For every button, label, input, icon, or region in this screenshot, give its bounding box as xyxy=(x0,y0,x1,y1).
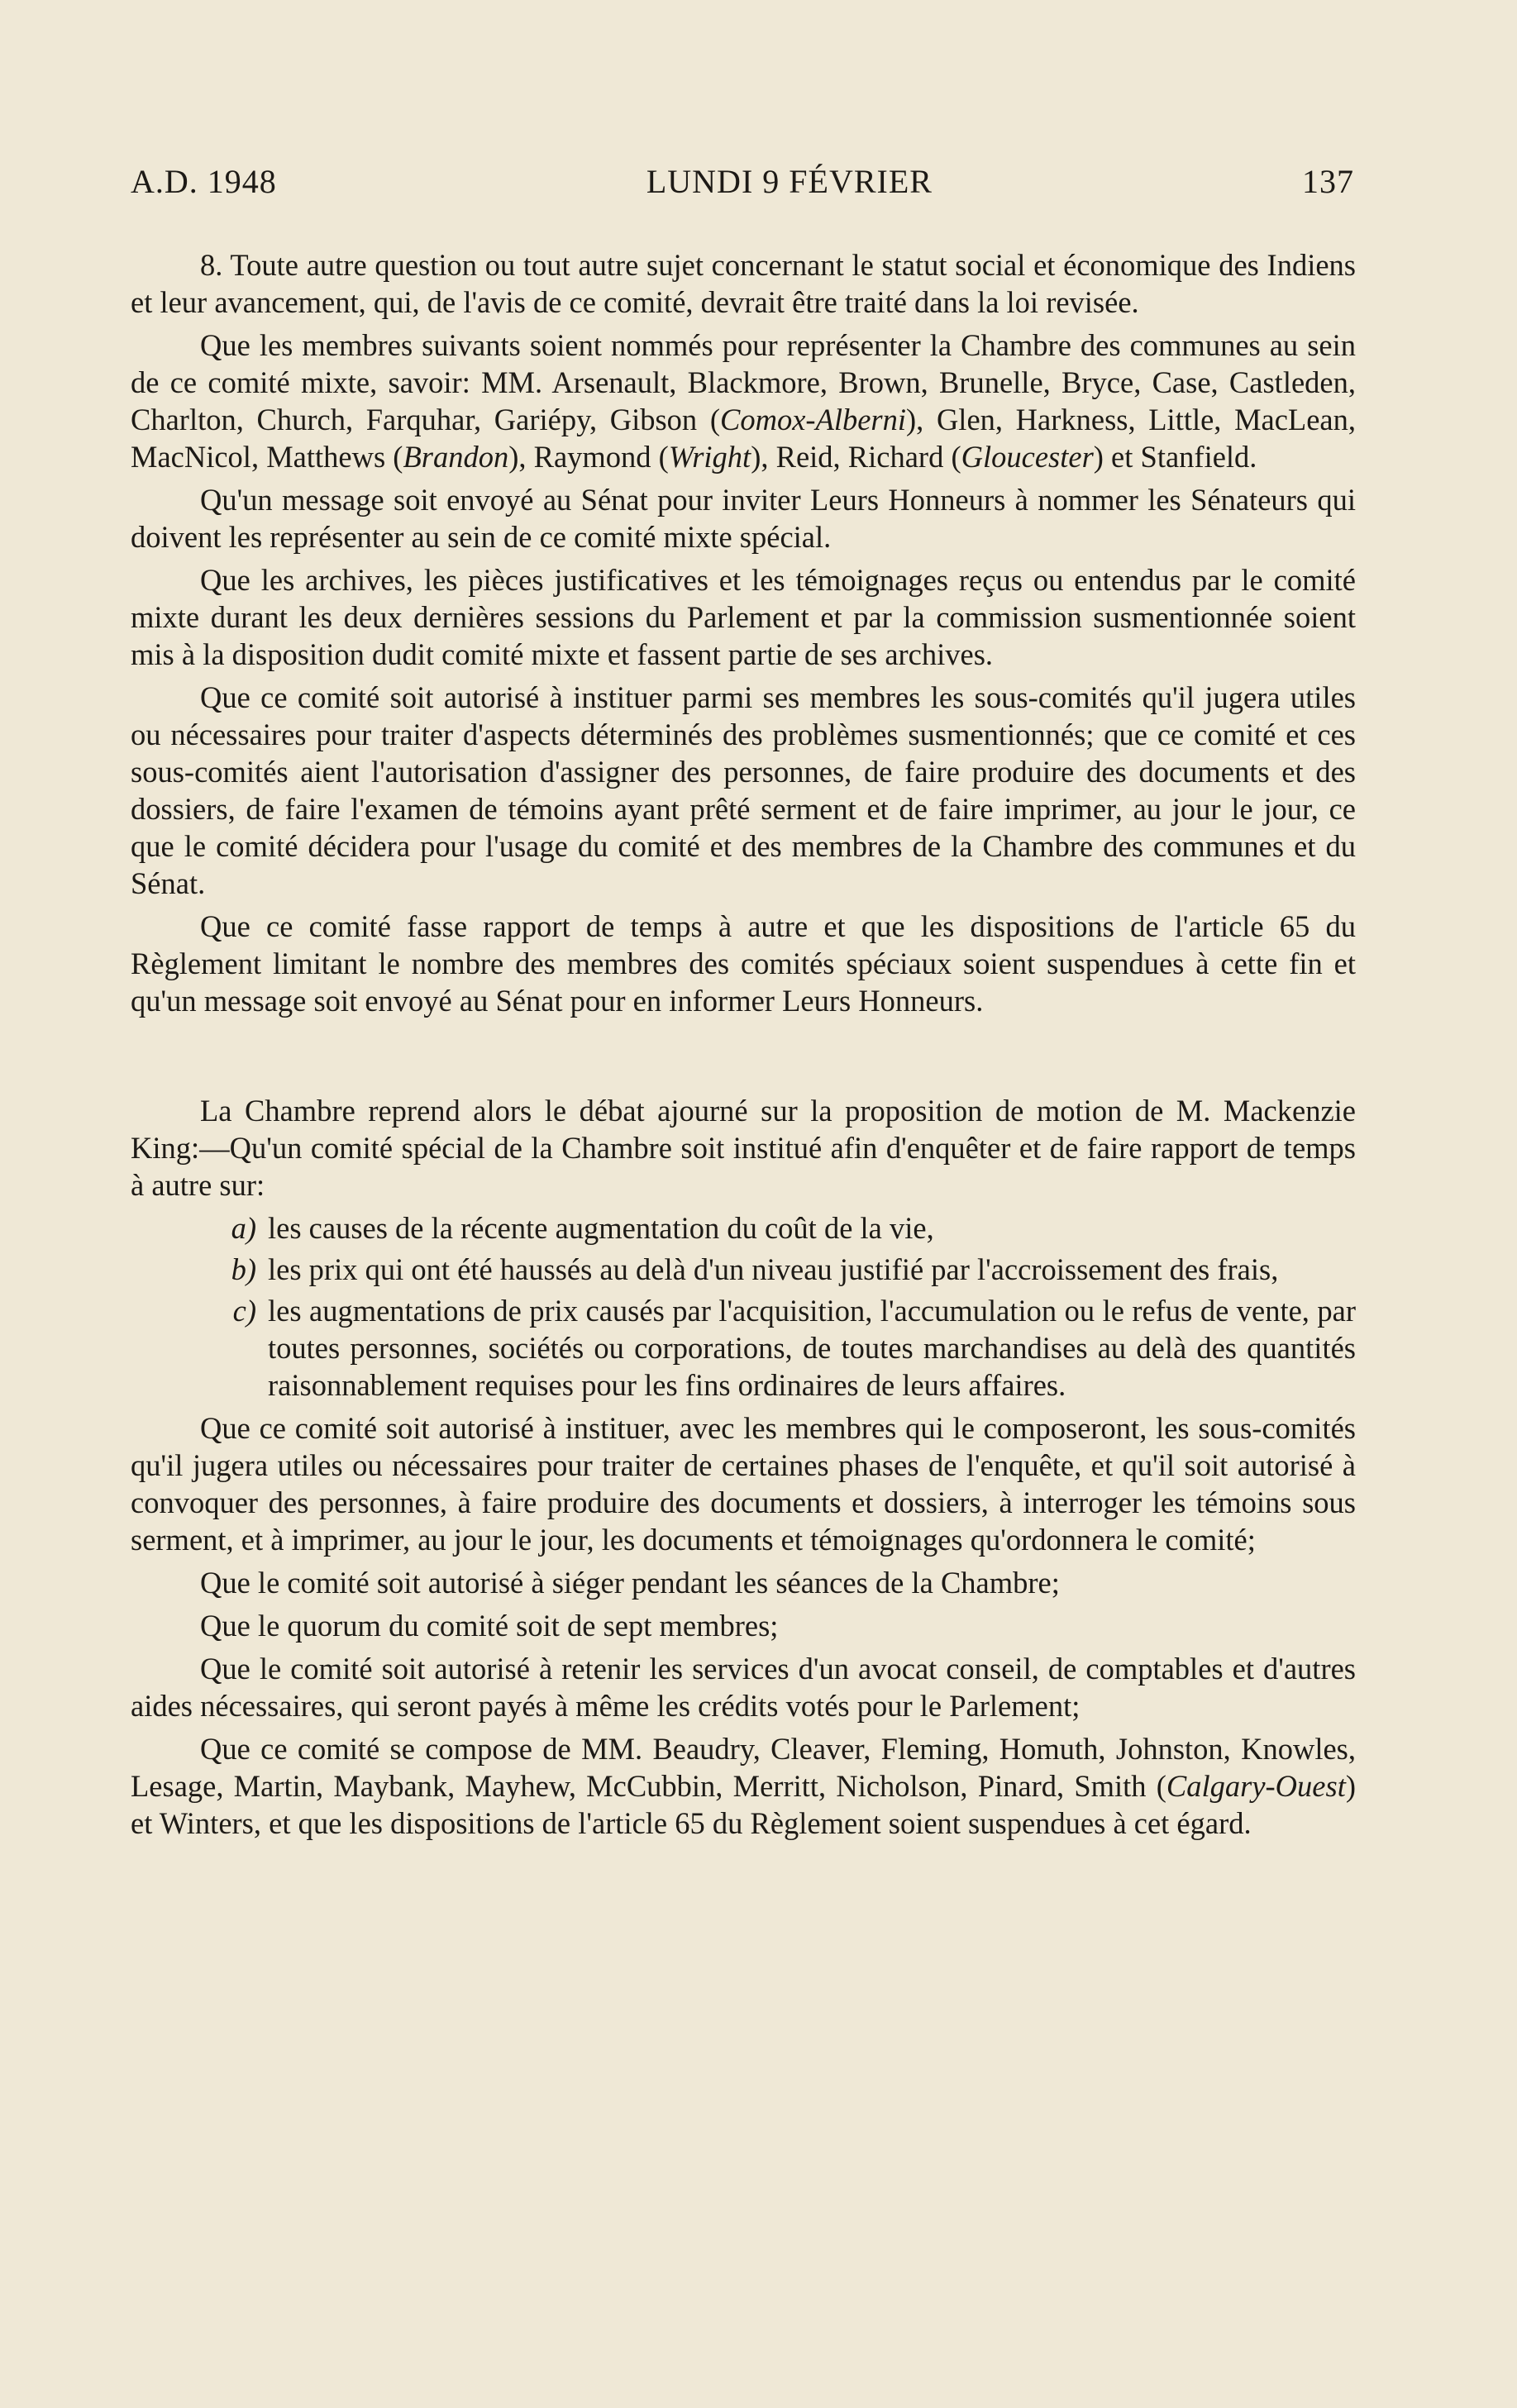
paragraph-committee-members: Que ce comité se compose de MM. Beaudry, Cleaver, Fleming, Homuth, Johnston, Knowles, Lesage, Martin, Maybank, Mayhew, McCubbin, Merritt, Nicholson, Pinard, Smith (Calgary-Ouest) et Winters, et que les dispositions de l'article 65 du Règlement soient suspendues à cet égard. xyxy=(131,1732,1356,1840)
list-item-text: les augmentations de prix causés par l'acquisition, l'accumulation ou le refus de vente, par toutes personnes, sociétés ou corporations, de toutes marchandises au delà des quantités raisonnablement requises pour les fins ordinaires de leurs affaires. xyxy=(268,1294,1356,1402)
list-item xyxy=(131,1292,1356,1404)
list-item-label: c) xyxy=(232,1294,256,1328)
paragraph-members-list: Que les membres suivants soient nommés pour représenter la Chambre des communes au sein de ce comité mixte, savoir: MM. Arsenault, Blackmore, Brown, Brunelle, Bryce, Case, Castleden, Charlton, Church, Farquhar, Gariépy, Gibson (Comox-Alberni), Glen, Harkness, Little, MacLean, MacNicol, Matthews (Brandon), Raymond (Wright), Reid, Richard (Gloucester) et Stanfield. xyxy=(131,328,1357,474)
list-item-label: b) xyxy=(231,1252,256,1286)
page-header xyxy=(131,162,1354,201)
paragraph-quorum: Que le quorum du comité soit de sept membres; xyxy=(200,1609,779,1643)
list-item xyxy=(131,1209,1356,1247)
header-date: LUNDI 9 FÉVRIER xyxy=(646,163,933,200)
list-item-text: les causes de la récente augmentation du coût de la vie, xyxy=(268,1211,934,1245)
paragraph-subcommittees: Que ce comité soit autorisé à instituer parmi ses membres les sous-comités qu'il jugera utiles ou nécessaires pour traiter d'aspects déterminés des problèmes susmentionnés; que ce comité et ces sous-comités aient l'autorisation d'assigner des personnes, de faire produire des documents et des dossiers, de faire l'examen de témoins ayant prêté serment et de faire imprimer, au jour le jour, ce que le comité décidera pour l'usage du comité et des membres de la Chambre des communes et du Sénat. xyxy=(131,680,1356,900)
paragraph-counsel: Que le comité soit autorisé à retenir les services d'un avocat conseil, de comptables et d'autres aides nécessaires, qui seront payés à même les crédits votés pour le Parlement; xyxy=(131,1652,1356,1723)
paragraph-report: Que ce comité fasse rapport de temps à autre et que les dispositions de l'article 65 du Règlement limitant le nombre des membres des comités spéciaux soient suspendues à cette fin et qu'un message soit envoyé au Sénat pour en informer Leurs Honneurs. xyxy=(131,909,1356,1018)
paragraph-archives: Que les archives, les pièces justificatives et les témoignages reçus ou entendus par le comité mixte durant les deux dernières sessions du Parlement et par la commission susmentionnée soient mis à la disposition dudit comité mixte et fassent partie de ses archives. xyxy=(131,563,1356,671)
paragraph-committee-powers: Que ce comité soit autorisé à instituer, avec les membres qui le composeront, les sous-comités qu'il jugera utiles ou nécessaires pour traiter de certaines phases de l'enquête, et qu'il soit autorisé à convoquer des personnes, à faire produire des documents et dossiers, à interroger les témoins sous serment, et à imprimer, au jour le jour, les documents et témoignages qu'ordonnera le comité; xyxy=(131,1411,1356,1557)
page-number: 137 xyxy=(1302,163,1354,200)
list-item-label: a) xyxy=(231,1211,256,1245)
paragraph-item-8: 8. Toute autre question ou tout autre sujet concernant le statut social et économique des Indiens et leur avancement, qui, de l'avis de ce comité, devrait être traité dans la loi revisée. xyxy=(131,248,1356,319)
list-item-text: les prix qui ont été haussés au delà d'un niveau justifié par l'accroissement des frais, xyxy=(268,1252,1279,1286)
list-item xyxy=(131,1251,1356,1288)
inquiry-list xyxy=(131,1209,1356,1404)
paragraph-sitting: Que le comité soit autorisé à siéger pendant les séances de la Chambre; xyxy=(200,1566,1060,1600)
header-year: A.D. 1948 xyxy=(131,163,277,200)
paragraph-senate-message: Qu'un message soit envoyé au Sénat pour inviter Leurs Honneurs à nommer les Sénateurs qui doivent les représenter au sein de ce comité mixte spécial. xyxy=(131,483,1356,554)
paragraph-debate-intro: La Chambre reprend alors le débat ajourné sur la proposition de motion de M. Mackenzie King:—Qu'un comité spécial de la Chambre soit institué afin d'enquêter et de faire rapport de temps à autre sur: xyxy=(131,1094,1356,1202)
document-body xyxy=(131,246,1356,1848)
